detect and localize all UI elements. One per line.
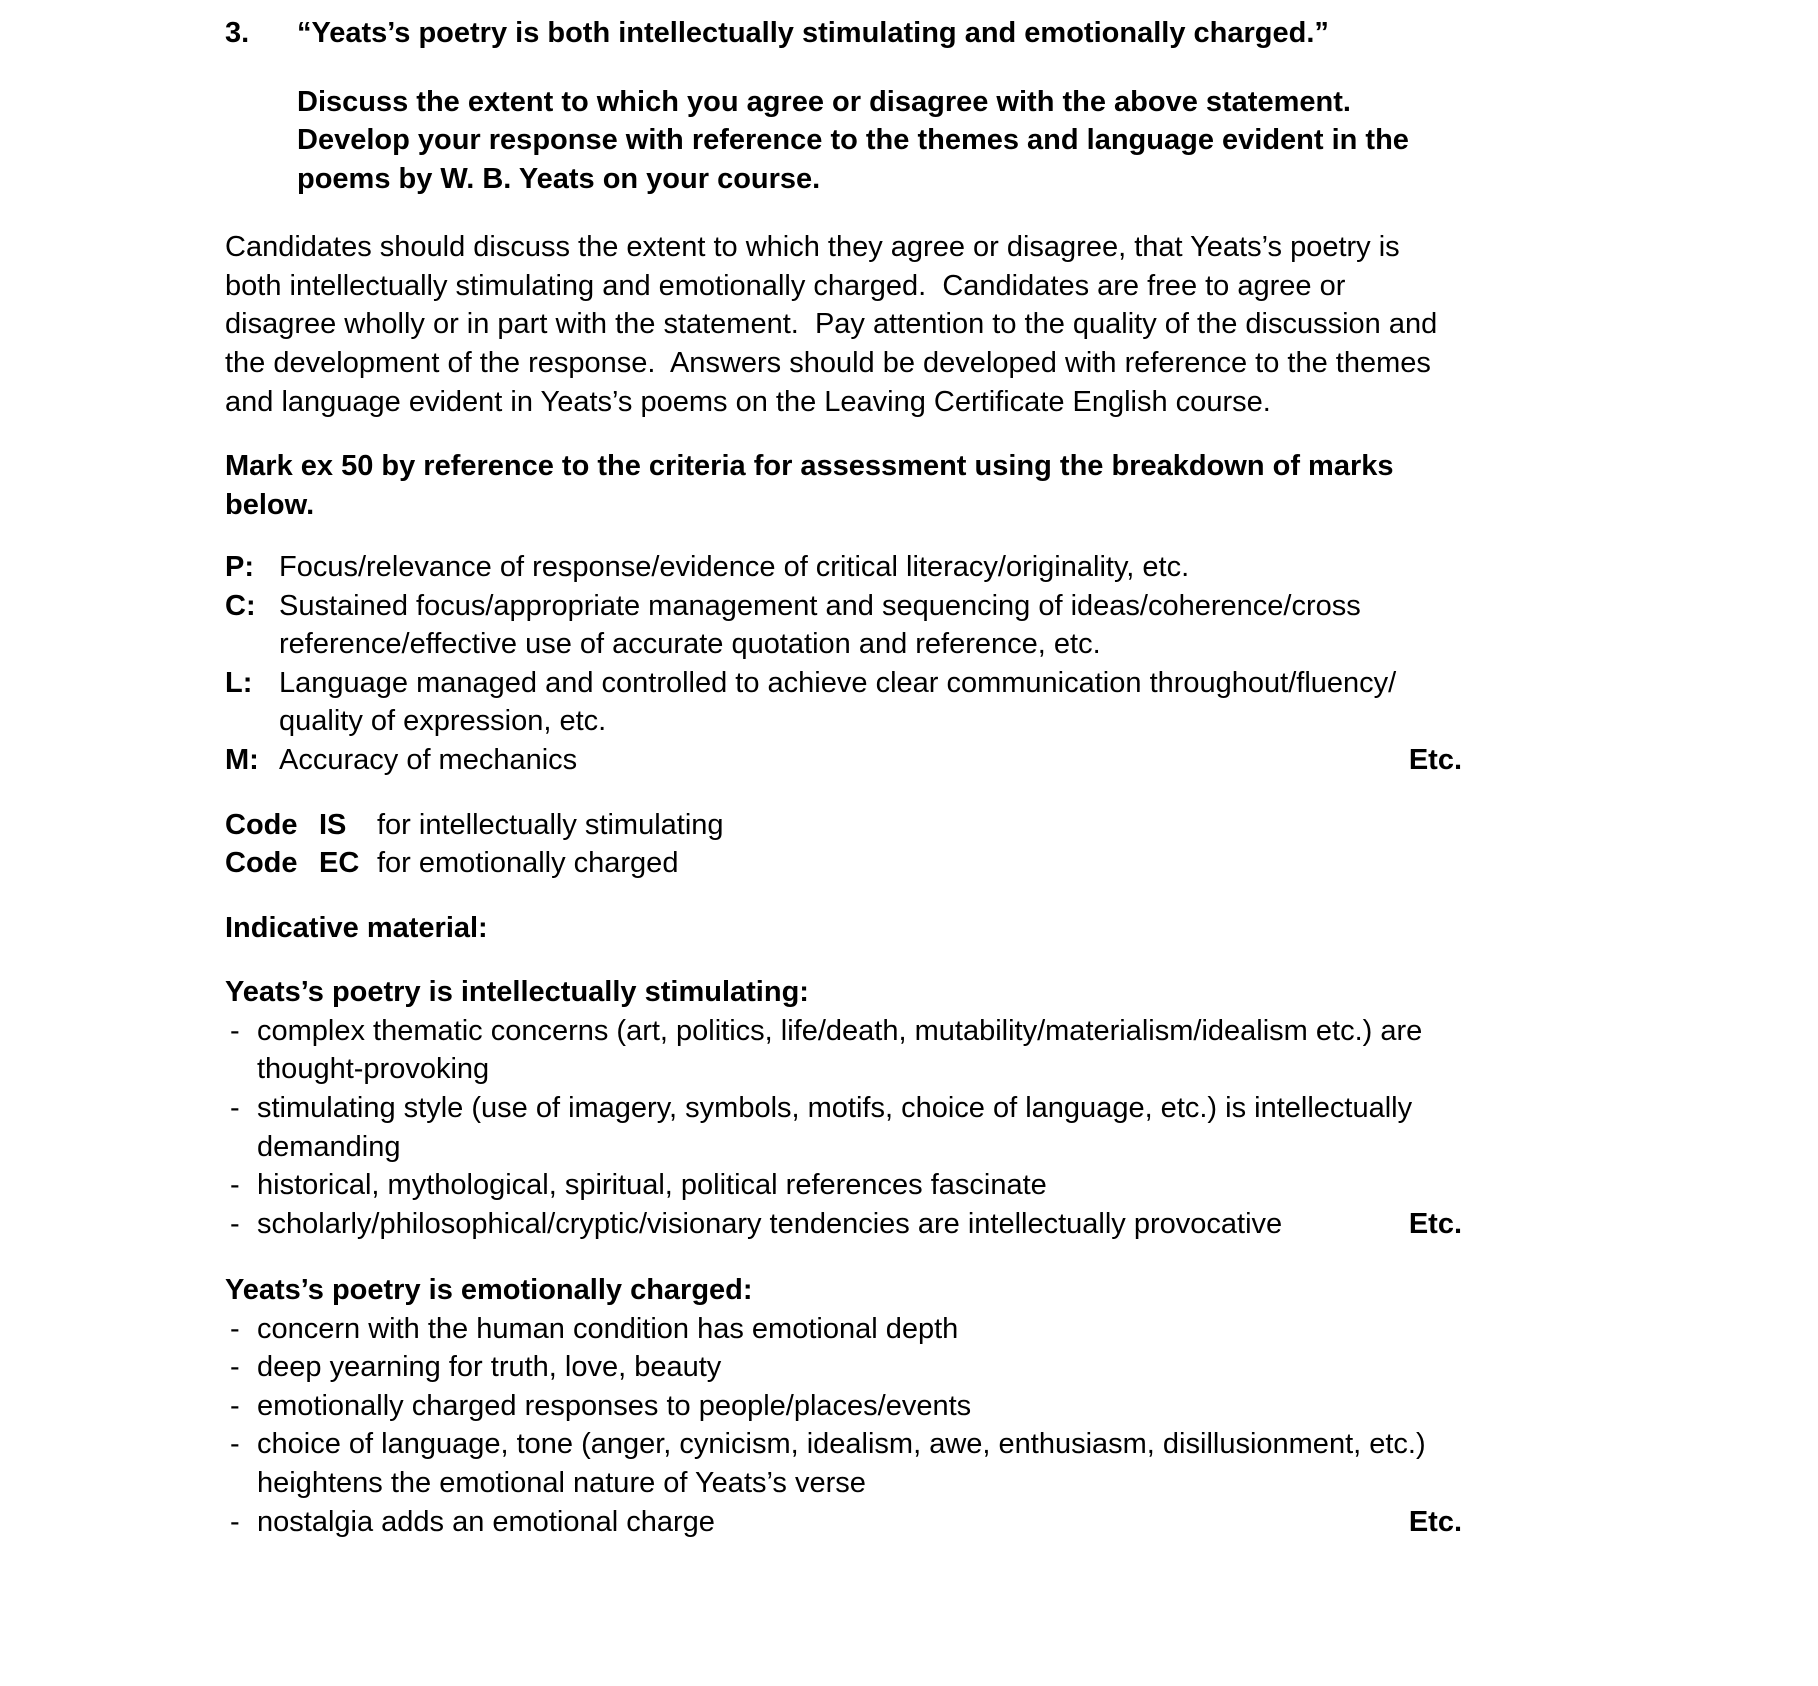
bullet-item (225, 1387, 1462, 1426)
bullet-item (225, 1205, 1462, 1244)
marking-instruction: Mark ex 50 by reference to the criteria for assessment using the breakdown of marks below. (225, 450, 1394, 521)
bullet-text: stimulating style (use of imagery, symbols, motifs, choice of language, etc.) is intellectually demanding (257, 1091, 1421, 1163)
criterion-c-label: C: (225, 589, 256, 622)
bullet-text: deep yearning for truth, love, beauty (257, 1351, 722, 1384)
bullet-marker: - (230, 1014, 240, 1047)
bullet-marker: - (230, 1207, 240, 1240)
bullet-marker: - (230, 1389, 240, 1422)
question-header (225, 14, 1462, 53)
section-intellectually-stimulating (225, 973, 1462, 1243)
criteria-etc: Etc. (1408, 744, 1462, 776)
bullet-text: historical, mythological, spiritual, political references fascinate (257, 1169, 1047, 1202)
section-heading-is: Yeats’s poetry is intellectually stimulating: (225, 976, 809, 1009)
criterion-m-label: M: (225, 744, 259, 776)
bullet-item (225, 1089, 1462, 1166)
section-ec-etc: Etc. (1408, 1505, 1462, 1538)
bullet-item (225, 1166, 1462, 1205)
code-is-desc: for intellectually stimulating (377, 808, 724, 841)
code-ec-word: Code (225, 847, 298, 880)
question-number: 3. (225, 17, 250, 49)
bullet-text: choice of language, tone (anger, cynicism, idealism, awe, enthusiasm, disillusionment, etc.) heightens the emotional nature of Yeats’s verse (257, 1428, 1434, 1499)
criterion-p-label: P: (225, 551, 254, 584)
criterion-m (225, 741, 1462, 780)
bullet-text: nostalgia adds an emotional charge (257, 1505, 715, 1538)
criterion-p-text: Focus/relevance of response/evidence of critical literacy/originality, etc. (279, 551, 1190, 584)
bullet-marker: - (230, 1169, 240, 1202)
bullet-text: concern with the human condition has emotional depth (257, 1312, 959, 1345)
bullet-item (225, 1348, 1462, 1387)
bullet-item (225, 1012, 1462, 1089)
bullet-marker: - (230, 1505, 240, 1538)
question-task: Discuss the extent to which you agree or disagree with the above statement. Develop your response with reference to the themes and language evident in the poems by W. B. Yeats on your course. (297, 85, 1417, 195)
bullet-item (225, 1310, 1462, 1349)
code-ec (225, 844, 1462, 883)
criterion-l-text: Language managed and controlled to achieve clear communication throughout/fluency/ quality of expression, etc. (279, 666, 1405, 738)
question-statement: “Yeats’s poetry is both intellectually stimulating and emotionally charged.” (297, 17, 1329, 49)
criterion-m-text: Accuracy of mechanics (279, 744, 578, 776)
bullet-marker: - (230, 1091, 240, 1124)
bullet-item (225, 1503, 1462, 1542)
codes-list (225, 806, 1462, 883)
bullet-item (225, 1425, 1462, 1502)
bullet-marker: - (230, 1428, 240, 1461)
code-is-word: Code (225, 808, 298, 841)
criterion-l-label: L: (225, 666, 253, 699)
code-ec-desc: for emotionally charged (377, 847, 679, 880)
bullet-text: complex thematic concerns (art, politics, life/death, mutability/materialism/idealism etc.) are thought-provoking (257, 1014, 1431, 1086)
bullet-marker: - (230, 1351, 240, 1384)
indicative-material-heading: Indicative material: (225, 911, 488, 944)
guidance-paragraph: Candidates should discuss the extent to which they agree or disagree, that Yeats’s poetry is both intellectually stimulating and emotionally charged. Candidates are free to agree or disagree wholly or in part with the statement. Pay attention to the quality of the discussion and the development of the response. Answers should be developed with reference to the themes and language evident in Yeats’s poems on the Leaving Certificate English course. (225, 231, 1446, 418)
section-heading-ec: Yeats’s poetry is emotionally charged: (225, 1274, 753, 1307)
criterion-p (225, 548, 1462, 587)
criteria-list (225, 548, 1462, 779)
section-is-etc: Etc. (1408, 1207, 1462, 1240)
bullet-marker: - (230, 1312, 240, 1345)
bullet-text: scholarly/philosophical/cryptic/visionary tendencies are intellectually provocative (257, 1207, 1283, 1240)
criterion-c-text: Sustained focus/appropriate management and sequencing of ideas/coherence/cross reference/effective use of accurate quotation and reference, etc. (279, 589, 1369, 661)
section-emotionally-charged (225, 1271, 1462, 1541)
code-ec-abbr: EC (319, 847, 360, 880)
code-is-abbr: IS (319, 808, 347, 841)
criterion-l (225, 664, 1462, 741)
bullet-text: emotionally charged responses to people/places/events (257, 1389, 972, 1422)
criterion-c (225, 587, 1462, 664)
code-is (225, 806, 1462, 845)
